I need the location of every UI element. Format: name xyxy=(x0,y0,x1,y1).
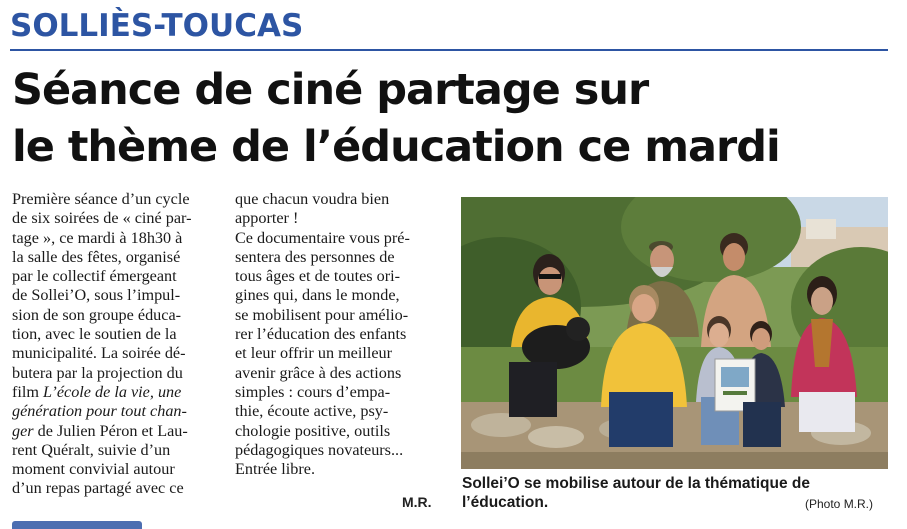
body-line: butera par la projection du xyxy=(12,363,183,382)
next-section-kicker-fragment xyxy=(12,521,152,529)
headline-line-2: le thème de l’éducation ce mardi xyxy=(12,122,780,172)
body-line: que chacun voudra bien xyxy=(235,190,390,208)
body-line: gines qui, dans le monde, xyxy=(235,286,400,305)
body-line: tage », ce mardi à 18h30 à xyxy=(12,228,183,247)
body-line: apporter ! xyxy=(235,209,299,228)
film-title-part: ger xyxy=(12,421,34,440)
body-line: de six soirées de « ciné par- xyxy=(12,209,192,228)
body-line: moment convivial autour xyxy=(12,460,175,479)
body-line: simples : cours d’empa- xyxy=(235,382,391,401)
author-signature: M.R. xyxy=(402,494,432,510)
body-line: chologie positive, outils xyxy=(235,421,391,440)
body-line: et leur offrir un meilleur xyxy=(235,344,393,363)
body-line-film xyxy=(12,402,216,421)
body-line: thie, écoute active, psy- xyxy=(235,402,389,421)
section-rule xyxy=(10,49,888,51)
body-line: tion, avec le soutien de la xyxy=(12,325,177,344)
body-line: municipalité. La soirée dé- xyxy=(12,344,186,363)
body-line: par le collectif émergeant xyxy=(12,267,177,286)
body-line: Entrée libre. xyxy=(235,460,315,479)
photo-credit: (Photo M.R.) xyxy=(805,497,874,511)
article-photo xyxy=(461,197,888,469)
body-line-film xyxy=(12,422,216,441)
caption-line-1: Sollei’O se mobilise autour de la thématique de xyxy=(462,475,810,492)
group-photo-illustration xyxy=(461,197,888,469)
body-line: rent Quéralt, suivie d’un xyxy=(12,440,171,459)
film-lead: film xyxy=(12,382,44,401)
body-line: d’un repas partagé avec ce xyxy=(12,479,184,498)
body-line: sion de son groupe éduca- xyxy=(12,305,182,324)
film-title-part: génération pour tout chan- xyxy=(12,402,187,421)
article-headline xyxy=(12,62,892,176)
section-kicker: SOLLIÈS-TOUCAS xyxy=(10,8,304,44)
headline-line-1: Séance de ciné partage sur xyxy=(12,65,649,115)
body-line: rer l’éducation des enfants xyxy=(235,325,407,344)
body-line: la salle des fêtes, organisé xyxy=(12,247,181,266)
body-line: Ce documentaire vous pré- xyxy=(235,228,410,247)
body-line: se mobilisent pour amélio- xyxy=(235,305,409,324)
body-line: sentera des personnes de xyxy=(235,247,395,266)
article-column-2 xyxy=(235,190,441,479)
body-line: de Sollei’O, sous l’impul- xyxy=(12,286,181,305)
body-line-film xyxy=(12,383,216,402)
body-line: Première séance d’un cycle xyxy=(12,190,190,208)
body-line: pédagogiques novateurs... xyxy=(235,440,404,459)
film-title-part: L’école de la vie, une xyxy=(43,382,182,401)
body-line: avenir grâce à des actions xyxy=(235,363,402,382)
body-line: tous âges et de toutes ori- xyxy=(235,267,400,286)
article-column-1 xyxy=(12,190,216,499)
caption-line-2: l’éducation. xyxy=(462,494,549,511)
film-credits: de Julien Péron et Lau- xyxy=(33,421,188,440)
